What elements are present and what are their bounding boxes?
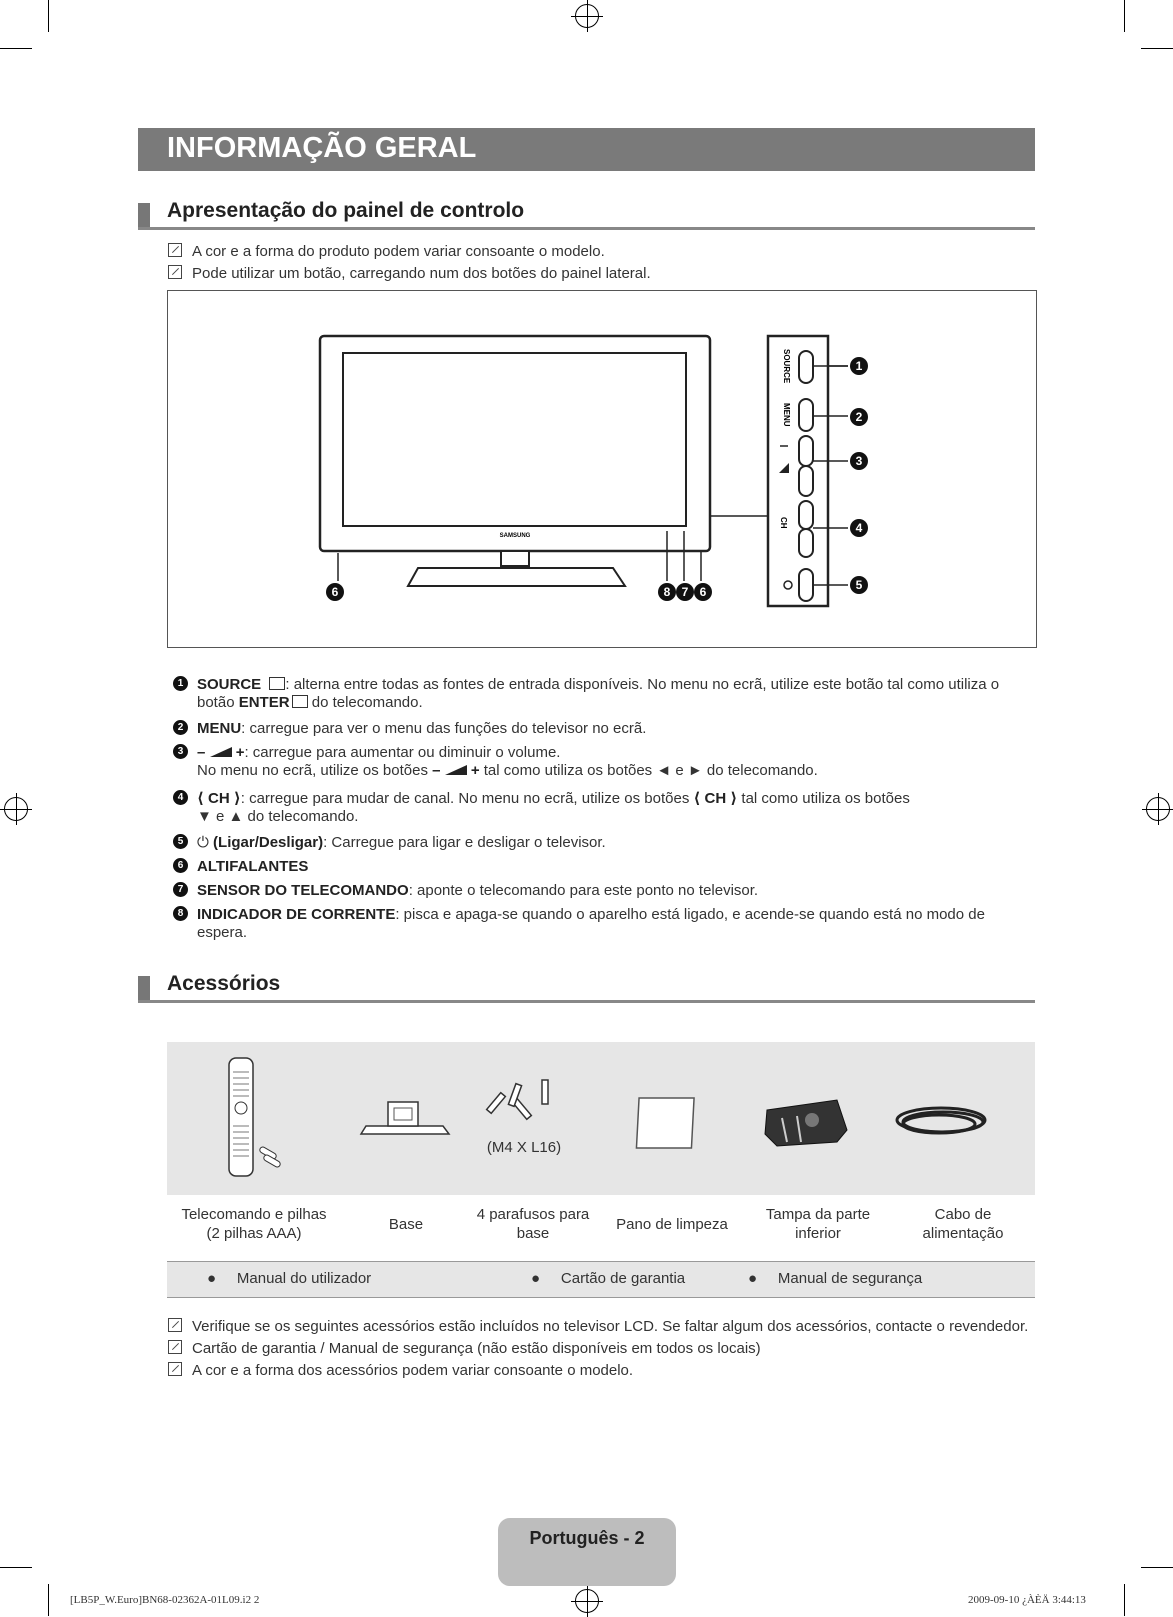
chevron-right-icon: ⟩ (233, 790, 241, 807)
item-term: INDICADOR DE CORRENTE (197, 906, 396, 923)
page-label: Português - 2 (529, 1528, 645, 1548)
callout-4: 4 (855, 521, 863, 535)
item-term: – (197, 744, 206, 761)
enter-icon (292, 695, 308, 708)
heading-marker (138, 203, 150, 227)
accessory-label: 4 parafusos para base (476, 1206, 590, 1242)
accessories-illustrations (167, 1042, 1035, 1195)
panel-label-ch: CH (779, 517, 788, 529)
note-icon (168, 1318, 182, 1332)
print-slug-left: [LB5P_W.Euro]BN68-02362A-01L09.i2 2 (70, 1594, 260, 1606)
item-body: ⏻ (Ligar/Desligar): Carregue para ligar e desligar o televisor. (197, 834, 606, 851)
crop-mark (1141, 48, 1173, 49)
callout-6b: 6 (699, 585, 707, 599)
callout-2: 2 (855, 410, 863, 424)
callout-6: 6 (331, 585, 339, 599)
documents-row (167, 1261, 1035, 1298)
tv-brand: SAMSUNG (499, 533, 531, 539)
note-text: A cor e a forma dos acessórios podem variar consoante o modelo. (192, 1362, 634, 1379)
print-slug-right: 2009-09-10 ¿ÀÈÄ 3:44:13 (968, 1594, 1086, 1606)
cleaning-cloth-icon (636, 1098, 694, 1148)
item-term: ALTIFALANTES (197, 858, 309, 875)
panel-label-source: SOURCE (782, 349, 791, 384)
note-icon (168, 243, 182, 257)
section-heading-accessories (138, 972, 1035, 1003)
item-number: 6 (173, 858, 188, 873)
registration-mark-icon (4, 797, 28, 821)
callout-5: 5 (855, 578, 863, 592)
crop-mark (48, 1584, 49, 1616)
item-body (197, 858, 1017, 876)
crop-mark (0, 48, 32, 49)
item-term: (Ligar/Desligar) (213, 834, 324, 851)
item-number: 5 (173, 834, 188, 849)
accessory-label: Cabo de alimentação (922, 1206, 1004, 1242)
item-number: 7 (173, 882, 188, 897)
volume-icon (445, 765, 467, 775)
accessory-label: Tampa da parte inferior (765, 1206, 871, 1242)
accessory-label: Telecomando e pilhas (2 pilhas AAA) (181, 1206, 327, 1242)
crop-mark (48, 0, 49, 32)
item-body: MENU: carregue para ver o menu das funções do televisor no ecrã. (197, 720, 647, 737)
item-number: 3 (173, 744, 188, 759)
screw-spec: (M4 X L16) (486, 1139, 562, 1156)
registration-mark-icon (575, 4, 599, 28)
accessory-label: Base (388, 1216, 424, 1233)
item-number: 2 (173, 720, 188, 735)
remote-icon (229, 1058, 281, 1176)
note (168, 243, 605, 260)
chevron-left-icon: ⟨ (197, 790, 204, 807)
bottom-cover-icon (765, 1100, 847, 1146)
registration-mark-icon (575, 1589, 599, 1613)
tv-illustration (168, 291, 1036, 647)
item-body: SOURCE : alterna entre todas as fontes de entrada disponíveis. No menu no ecrã, utilize este botão tal como utiliza o botão ENTER do telecomando. (197, 676, 1000, 711)
note (168, 1362, 633, 1379)
document-item: ● Manual do utilizador (207, 1270, 372, 1287)
note (168, 1318, 1028, 1335)
control-panel-diagram (167, 290, 1037, 648)
callout-3: 3 (855, 454, 863, 468)
page-title: INFORMAÇÃO GERAL (167, 132, 477, 164)
note-text: Pode utilizar um botão, carregando num dos botões do painel lateral. (192, 265, 651, 282)
stand-base-icon (361, 1102, 449, 1134)
callout-1: 1 (855, 359, 863, 373)
crop-mark (1124, 1584, 1125, 1616)
accessories-images (167, 1042, 1035, 1195)
note-text: Cartão de garantia / Manual de segurança (não estão disponíveis em todos os locais) (192, 1340, 761, 1357)
item-term: SENSOR DO TELECOMANDO (197, 882, 409, 899)
document-item: ● Manual de segurança (748, 1270, 923, 1287)
item-body: INDICADOR DE CORRENTE: pisca e apaga-se quando o aparelho está ligado, e acende-se quando está no modo de espera. (197, 906, 985, 941)
callout-7: 7 (681, 585, 689, 599)
source-icon (269, 677, 285, 690)
callout-8: 8 (663, 585, 671, 599)
page-title-bar (138, 128, 1035, 171)
power-cable-icon (897, 1108, 985, 1133)
item-term: CH (208, 790, 230, 807)
item-body: SENSOR DO TELECOMANDO: aponte o telecomando para este ponto no televisor. (197, 882, 759, 899)
registration-mark-icon (1146, 797, 1170, 821)
note-icon (168, 1340, 182, 1354)
screws-icon (487, 1080, 548, 1119)
crop-mark (1141, 1567, 1173, 1568)
item-term: SOURCE (197, 676, 262, 693)
note (168, 1340, 761, 1357)
section-heading-text: Apresentação do painel de controlo (167, 199, 525, 222)
note (168, 265, 651, 282)
section-heading-text: Acessórios (167, 972, 281, 995)
crop-mark (0, 1567, 32, 1568)
item-number: 1 (173, 676, 188, 691)
note-icon (168, 265, 182, 279)
item-number: 8 (173, 906, 188, 921)
item-body: – +: carregue para aumentar ou diminuir o volume. No menu no ecrã, utilize os botões – + tal como utiliza os botões ◄ e ► do telecomando. (197, 744, 818, 779)
item-number: 4 (173, 790, 188, 805)
section-heading-panel (138, 199, 1035, 230)
note-icon (168, 1362, 182, 1376)
crop-mark (1124, 0, 1125, 32)
note-text: A cor e a forma do produto podem variar consoante o modelo. (192, 243, 605, 260)
page-number-tab (498, 1518, 676, 1586)
heading-marker (138, 976, 150, 1000)
item-body: ⟨ CH ⟩: carregue para mudar de canal. No menu no ecrã, utilize os botões ⟨ CH ⟩ tal como utiliza os botões ▼ e ▲ do telecomando. (197, 790, 910, 825)
panel-label-menu: MENU (782, 403, 791, 427)
accessory-label: Pano de limpeza (616, 1216, 728, 1233)
volume-icon (210, 747, 232, 757)
document-item: ● Cartão de garantia (531, 1270, 686, 1287)
note-text: Verifique se os seguintes acessórios estão incluídos no televisor LCD. Se faltar algum dos acessórios, contacte o revendedor. (192, 1318, 1029, 1335)
item-term: MENU (197, 720, 242, 737)
power-icon: ⏻ (197, 834, 209, 851)
